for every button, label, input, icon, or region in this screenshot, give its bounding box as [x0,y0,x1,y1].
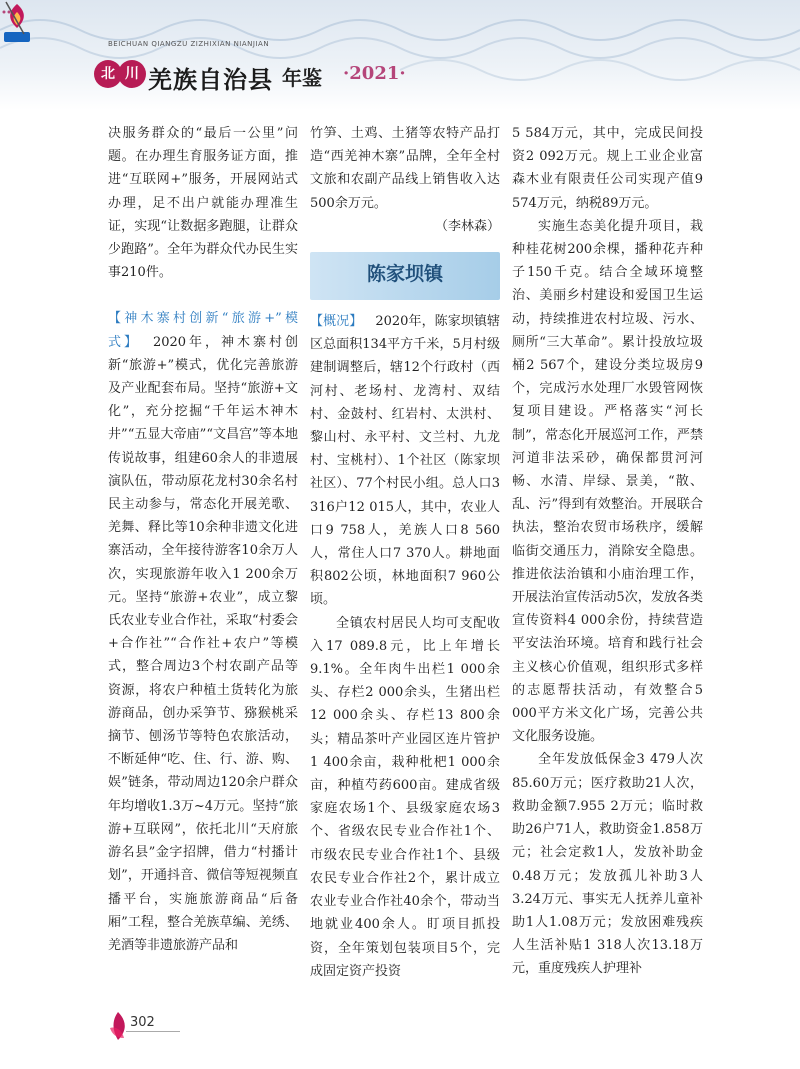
paragraph: 决服务群众的“最后一公里”问题。在办理生育服务证方面，推进“互联网+”服务，开展网站式办理，足不出户就能办理准生证，实现“让数据多跑腿，让群众少跑路”。全年为群众代办民生实事210件。 [108,126,298,281]
wave-pattern [0,0,800,110]
county-title: 羌族自治县 [148,66,273,94]
entry-paragraph [108,307,298,957]
header-pinyin: BEICHUAN QIANGZU ZIZHIXIAN NIANJIAN [108,40,270,48]
paragraph: 5 584万元，其中，完成民间投资2 092万元。规上工业企业富森木业有限责任公司实现产值9 574万元，纳税89万元。 [512,126,703,211]
section-banner [310,252,500,300]
footer-flower-icon [106,1008,132,1044]
page-header [0,0,800,110]
footer-rule [126,1031,180,1032]
column-middle [310,122,500,983]
paragraph-text: 2020年，陈家坝镇辖区总面积134平方千米，5月村级建制调整后，辖12个行政村（西河村、老场村、龙湾村、双结村、金鼓村、红岩村、太洪村、黎山村、永平村、文兰村、九龙村、宝桃村）、1个社区（陈家坝社区）、77个村民小组。总人口3 316户12 015人，其中，农业人口9 758人，羌族人口8 560人，常住人口7 370人。耕地面积802公顷，林地面积7 960公顷。 [310,314,500,608]
column-left [108,122,298,957]
page-number: 302 [130,1015,155,1030]
entry-heading: 【概况】 [310,314,363,330]
paragraph: 全年发放低保金3 479人次85.60万元；医疗救助21人次，救助金额7.955 2万元；临时救助26户71人，救助资金1.858万元；社会定救1人，发放补助金0.48万元；发放孤儿补助3人3.24万元、事实无人抚养儿童补助1人1.08万元；发放困难残疾人生活补贴1 318人次13.18万元，重度残疾人护理补 [512,752,703,977]
section-title: 陈家坝镇 [366,263,443,286]
entry-paragraph [310,310,500,612]
yearbook-title: 年鉴 [282,66,322,90]
entry-heading: 【神木寨村创新“旅游+”模式】 [108,311,298,350]
column-right [512,122,703,981]
badge-bei: 北 [94,60,122,88]
paragraph-text: 2020年，神木寨村创新“旅游+”模式，优化完善旅游及产业配套布局。坚持“旅游+文化”，充分挖掘“千年运木神木井”“五显大帝庙”“文昌宫”等本地传说故事，组建60余人的非遗展演队伍，带动原花龙村30余名村民主动参与，常态化开展羌歌、羌舞、释比等10余种非遗文化进寨活动，全年接待游客10余万人次，实现旅游年收入1 200余万元。坚持“旅游+农业”，成立黎氏农业专业合作社，采取“村委会+合作社”“合作社+农户”等模式，整合周边3个村农副产品等资源，将农户种植土货转化为旅游商品，创办采笋节、猕猴桃采摘节、刨汤节等特色农旅活动，不断延伸“吃、住、行、游、购、娱”链条，带动周边120余户群众年均增收1.3万~4万元。坚持“旅游+互联网”，依托北川“天府旅游名县”金字招牌，借力“村播计划”，开通抖音、微信等短视频直播平台，实施旅游商品“后备厢”工程，整合羌族草编、羌绣、羌酒等非遗旅游产品和 [108,334,298,953]
decor-dots-icon [0,0,12,24]
author-credit: （李林森） [434,218,500,234]
paragraph: 全镇农村居民人均可支配收入17 089.8元，比上年增长9.1%。全年肉牛出栏1 000余头、存栏2 000余头，生猪出栏12 000余头、存栏13 800余头；精品茶叶产业园区连片管护1 400余亩，栽种枇杷1 000余亩，种植芍药600亩。建成省级家庭农场1个、县级家庭农场3个、省级农民专业合作社1个、市级农民专业合作社1个、县级农民专业合作社2个，累计成立农业专业合作社40余个，带动当地就业400余人。盯项目抓投资，全年策划包装项目5个，完成固定资产投资 [310,615,500,979]
badge-chuan: 川 [118,60,146,88]
paragraph: 竹笋、土鸡、土猪等农特产品打造“西羌神木寨”品牌，全年全村文旅和农副产品线上销售收入达500余万元。 [310,126,500,211]
paragraph: 实施生态美化提升项目，栽种桂花树200余棵，播种花卉种子150千克。结合全域环境整治、美丽乡村建设和爱国卫生运动，持续推进农村垃圾、污水、厕所“三大革命”。累计投放垃圾桶2 567个，建设分类垃圾房9个，完成污水处理厂水毁管网恢复项目建设。严格落实“河长制”，常态化开展巡河工作，严禁河道非法采砂，确保都贯河河畅、水清、岸绿、景美，“散、乱、污”得到有效整治。开展联合执法，整治农贸市场秩序，缓解临街交通压力，消除安全隐患。推进依法治镇和小庙治理工作，开展法治宣传活动5次，发放各类宣传资料4 000余份，持续营造平安法治环境。培育和践行社会主义核心价值观，组织形式多样的志愿帮扶活动，有效整合5 000平方米文化广场，完善公共文化服务设施。 [512,218,703,745]
year-label: ·2021· [343,63,406,84]
